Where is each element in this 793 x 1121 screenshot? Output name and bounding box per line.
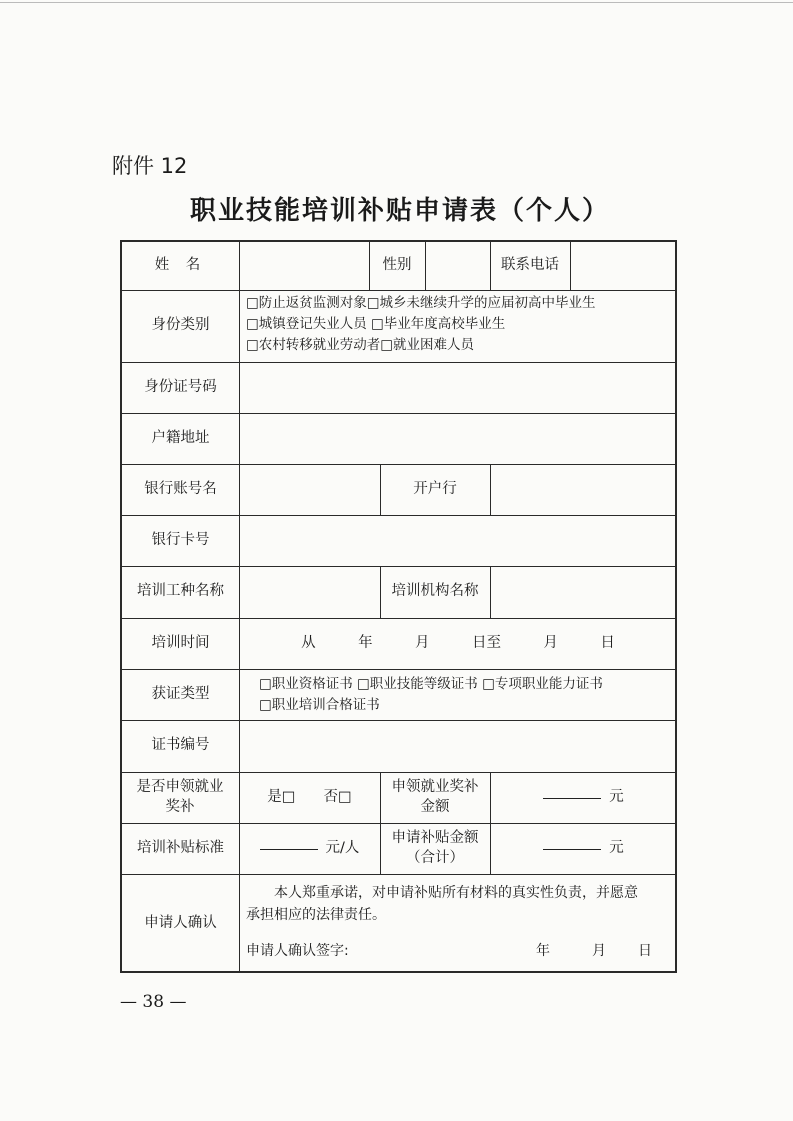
training-type-field[interactable] [239,566,380,618]
employment-award-label: 是否申领就业奖补 [136,778,224,815]
household-label: 户籍地址 [151,429,210,446]
page-top-border [0,2,793,3]
cert-option-line[interactable]: □职业培训合格证书 [259,697,380,713]
training-time-field[interactable]: 从 年 月 日至 月 日 [301,634,615,651]
training-org-field[interactable] [490,566,677,618]
bank-branch-label: 开户行 [413,480,457,497]
amount-blank-line [260,848,318,850]
pledge-line: 本人郑重承诺，对申请补贴所有材料的真实性负责，并愿意 [274,885,638,901]
page-number: — 38 — [120,992,187,1012]
identity-option-line[interactable]: □防止返贫监测对象□城乡未继续升学的应届初高中毕业生 [246,295,596,311]
pledge-text [246,882,674,926]
yes-checkbox[interactable]: 是□ [267,788,296,805]
attachment-label: 附件 12 [112,154,188,178]
cert-number-field[interactable] [239,720,677,772]
identity-label: 身份类别 [151,317,210,334]
amount-blank-line [543,797,601,799]
date-month: 月 [592,943,606,959]
bank-card-label: 银行卡号 [151,531,210,548]
subsidy-amount-field[interactable] [490,823,677,874]
yuan-unit: 元 [609,788,624,805]
gender-field[interactable] [425,242,490,290]
training-type-label: 培训工种名称 [137,583,224,600]
subsidy-amount-label-line: 申请补贴金额 [391,829,479,846]
subsidy-amount-label [380,823,490,874]
subsidy-standard-label: 培训补贴标准 [137,839,224,856]
name-label: 姓 名 [154,257,207,274]
pledge-line: 承担相应的法律责任。 [246,907,386,923]
yuan-unit: 元 [609,839,624,856]
training-time-label: 培训时间 [151,634,210,651]
bank-account-name-label: 银行账号名 [144,480,217,497]
phone-field[interactable] [570,242,677,290]
subsidy-amount-label-line: （合计） [406,849,464,866]
no-checkbox[interactable]: 否□ [323,788,352,805]
gender-label: 性别 [382,257,412,274]
identity-options[interactable] [246,293,674,356]
bank-card-field[interactable] [239,515,677,566]
identity-option-line[interactable]: □城镇登记失业人员 □毕业年度高校毕业生 [246,316,506,332]
signature-label: 申请人确认签字: [246,943,349,959]
id-number-label: 身份证号码 [144,378,217,395]
confirm-label: 申请人确认 [144,914,217,931]
application-form-table [120,240,677,973]
name-field[interactable] [239,242,369,290]
phone-label: 联系电话 [501,257,559,274]
id-number-field[interactable] [239,362,677,413]
amount-blank-line [543,848,601,850]
bank-account-name-field[interactable] [239,464,380,515]
signature-row[interactable] [246,941,674,962]
cert-option-line[interactable]: □职业资格证书 □职业技能等级证书 □专项职业能力证书 [259,676,603,692]
date-year: 年 [536,943,550,959]
award-amount-field[interactable] [490,772,677,823]
per-person-unit: 元/人 [325,839,360,856]
cert-type-label: 获证类型 [151,685,210,702]
award-amount-label: 申领就业奖补金额 [391,778,479,815]
training-org-label: 培训机构名称 [391,583,479,600]
award-choice[interactable] [239,772,380,823]
subsidy-standard-field[interactable] [239,823,380,874]
page-title: 职业技能培训补贴申请表（个人） [189,196,610,226]
identity-option-line[interactable]: □农村转移就业劳动者□就业困难人员 [246,337,475,353]
cert-number-label: 证书编号 [151,737,210,754]
household-field[interactable] [239,413,677,464]
date-day: 日 [638,943,652,959]
bank-branch-field[interactable] [490,464,677,515]
cert-options[interactable] [259,674,675,716]
